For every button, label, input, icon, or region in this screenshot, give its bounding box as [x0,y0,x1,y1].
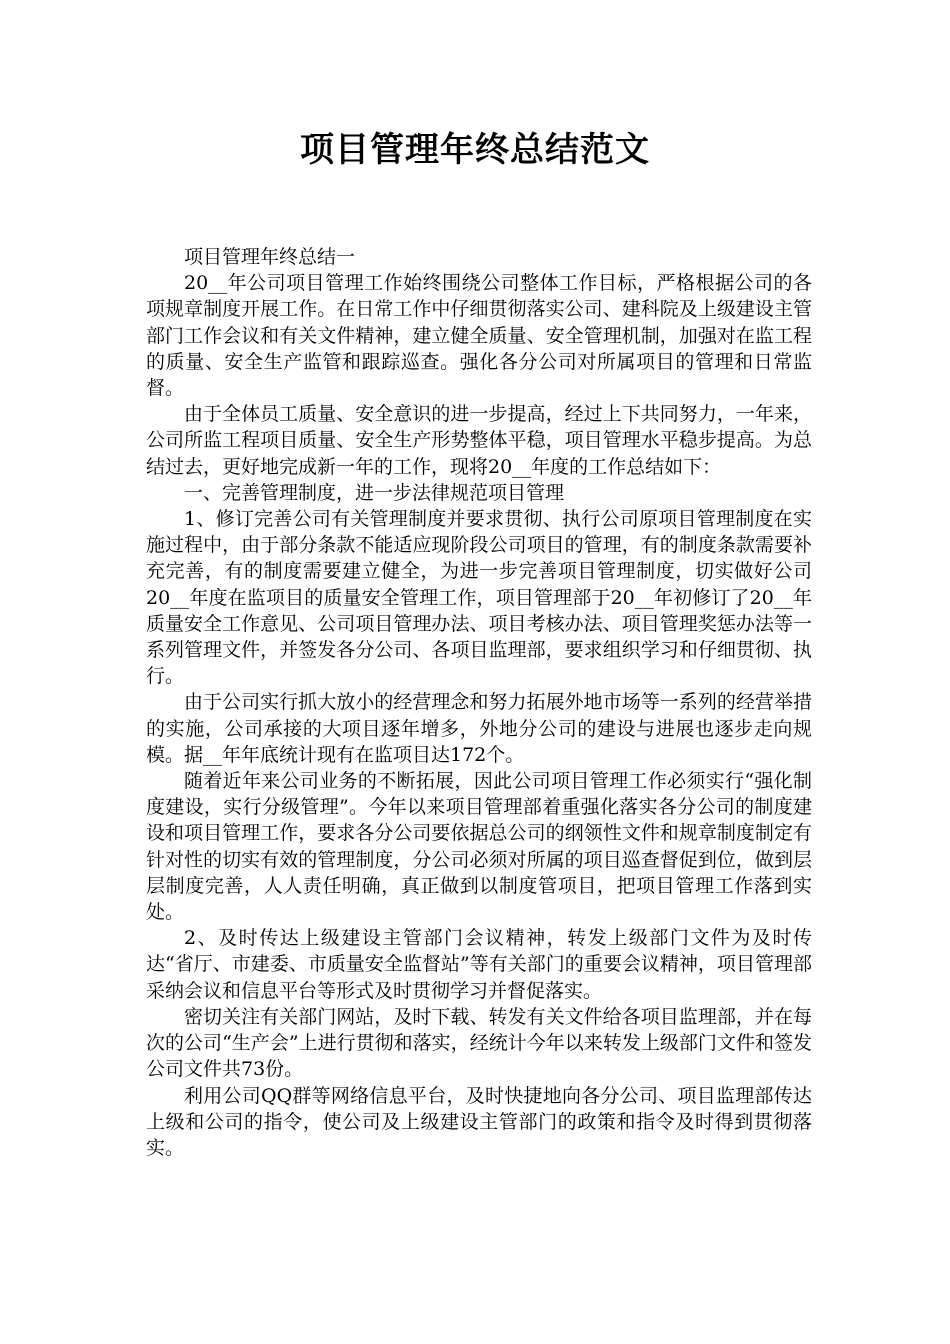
document-title: 项目管理年终总结范文 [300,130,650,170]
paragraph: 密切关注有关部门网站，及时下载、转发有关文件给各项目监理部，并在每次的公司“生产会”上进行贯彻和落实，经统计今年以来转发上级部门文件和签发公司文件共73份。 [146,1005,812,1081]
paragraph: 2、及时传达上级建设主管部门会议精神，转发上级部门文件为及时传达“省厅、市建委、市质量安全监督站”等有关部门的重要会议精神，项目管理部采纳会议和信息平台等形式及时贯彻学习并督促落实。 [146,927,812,1002]
document-body [146,244,812,1161]
paragraph: 由于全体员工质量、安全意识的进一步提高，经过上下共同努力，一年来，公司所监工程项目质量、安全生产形势整体平稳，项目管理水平稳步提高。为总结过去，更好地完成新一年的工作，现将20__年度的工作总结如下： [146,403,812,478]
section-heading: 项目管理年终总结一 [184,246,356,268]
paragraph: 利用公司QQ群等网络信息平台，及时快捷地向各分公司、项目监理部传达上级和公司的指令，使公司及上级建设主管部门的政策和指令及时得到贯彻落实。 [146,1084,812,1159]
paragraph: 随着近年来公司业务的不断拓展，因此公司项目管理工作必须实行“强化制度建设，实行分级管理”。今年以来项目管理部着重强化落实各分公司的制度建设和项目管理工作，要求各分公司要依据总公司的纲领性文件和规章制度制定有针对性的切实有效的管理制度，分公司必须对所属的项目巡查督促到位，做到层层制度完善，人人责任明确，真正做到以制度管项目，把项目管理工作落到实处。 [146,770,812,924]
section-heading: 一、完善管理制度，进一步法律规范项目管理 [184,481,565,504]
paragraph: 20__年公司项目管理工作始终围绕公司整体工作目标，严格根据公司的各项规章制度开展工作。在日常工作中仔细贯彻落实公司、建科院及上级建设主管部门工作会议和有关文件精神，建立健全质量、安全管理机制，加强对在监工程的质量、安全生产监管和跟踪巡查。强化各分公司对所属项目的管理和日常监督。 [146,272,812,400]
paragraph: 1、修订完善公司有关管理制度并要求贯彻、执行公司原项目管理制度在实施过程中，由于部分条款不能适应现阶段公司项目的管理，有的制度条款需要补充完善，有的制度需要建立健全，为进一步完善项目管理制度，切实做好公司20__年度在监项目的质量安全管理工作，项目管理部于20__年初修订了20__年质量安全工作意见、公司项目管理办法、项目考核办法、项目管理奖惩办法等一系列管理文件，并签发各分公司、各项目监理部，要求组织学习和仔细贯彻、执行。 [146,508,812,688]
paragraph: 由于公司实行抓大放小的经营理念和努力拓展外地市场等一系列的经营举措的实施，公司承接的大项目逐年增多，外地分公司的建设与进展也逐步走向规模。据__年年底统计现有在监项目达172个。 [146,691,812,766]
